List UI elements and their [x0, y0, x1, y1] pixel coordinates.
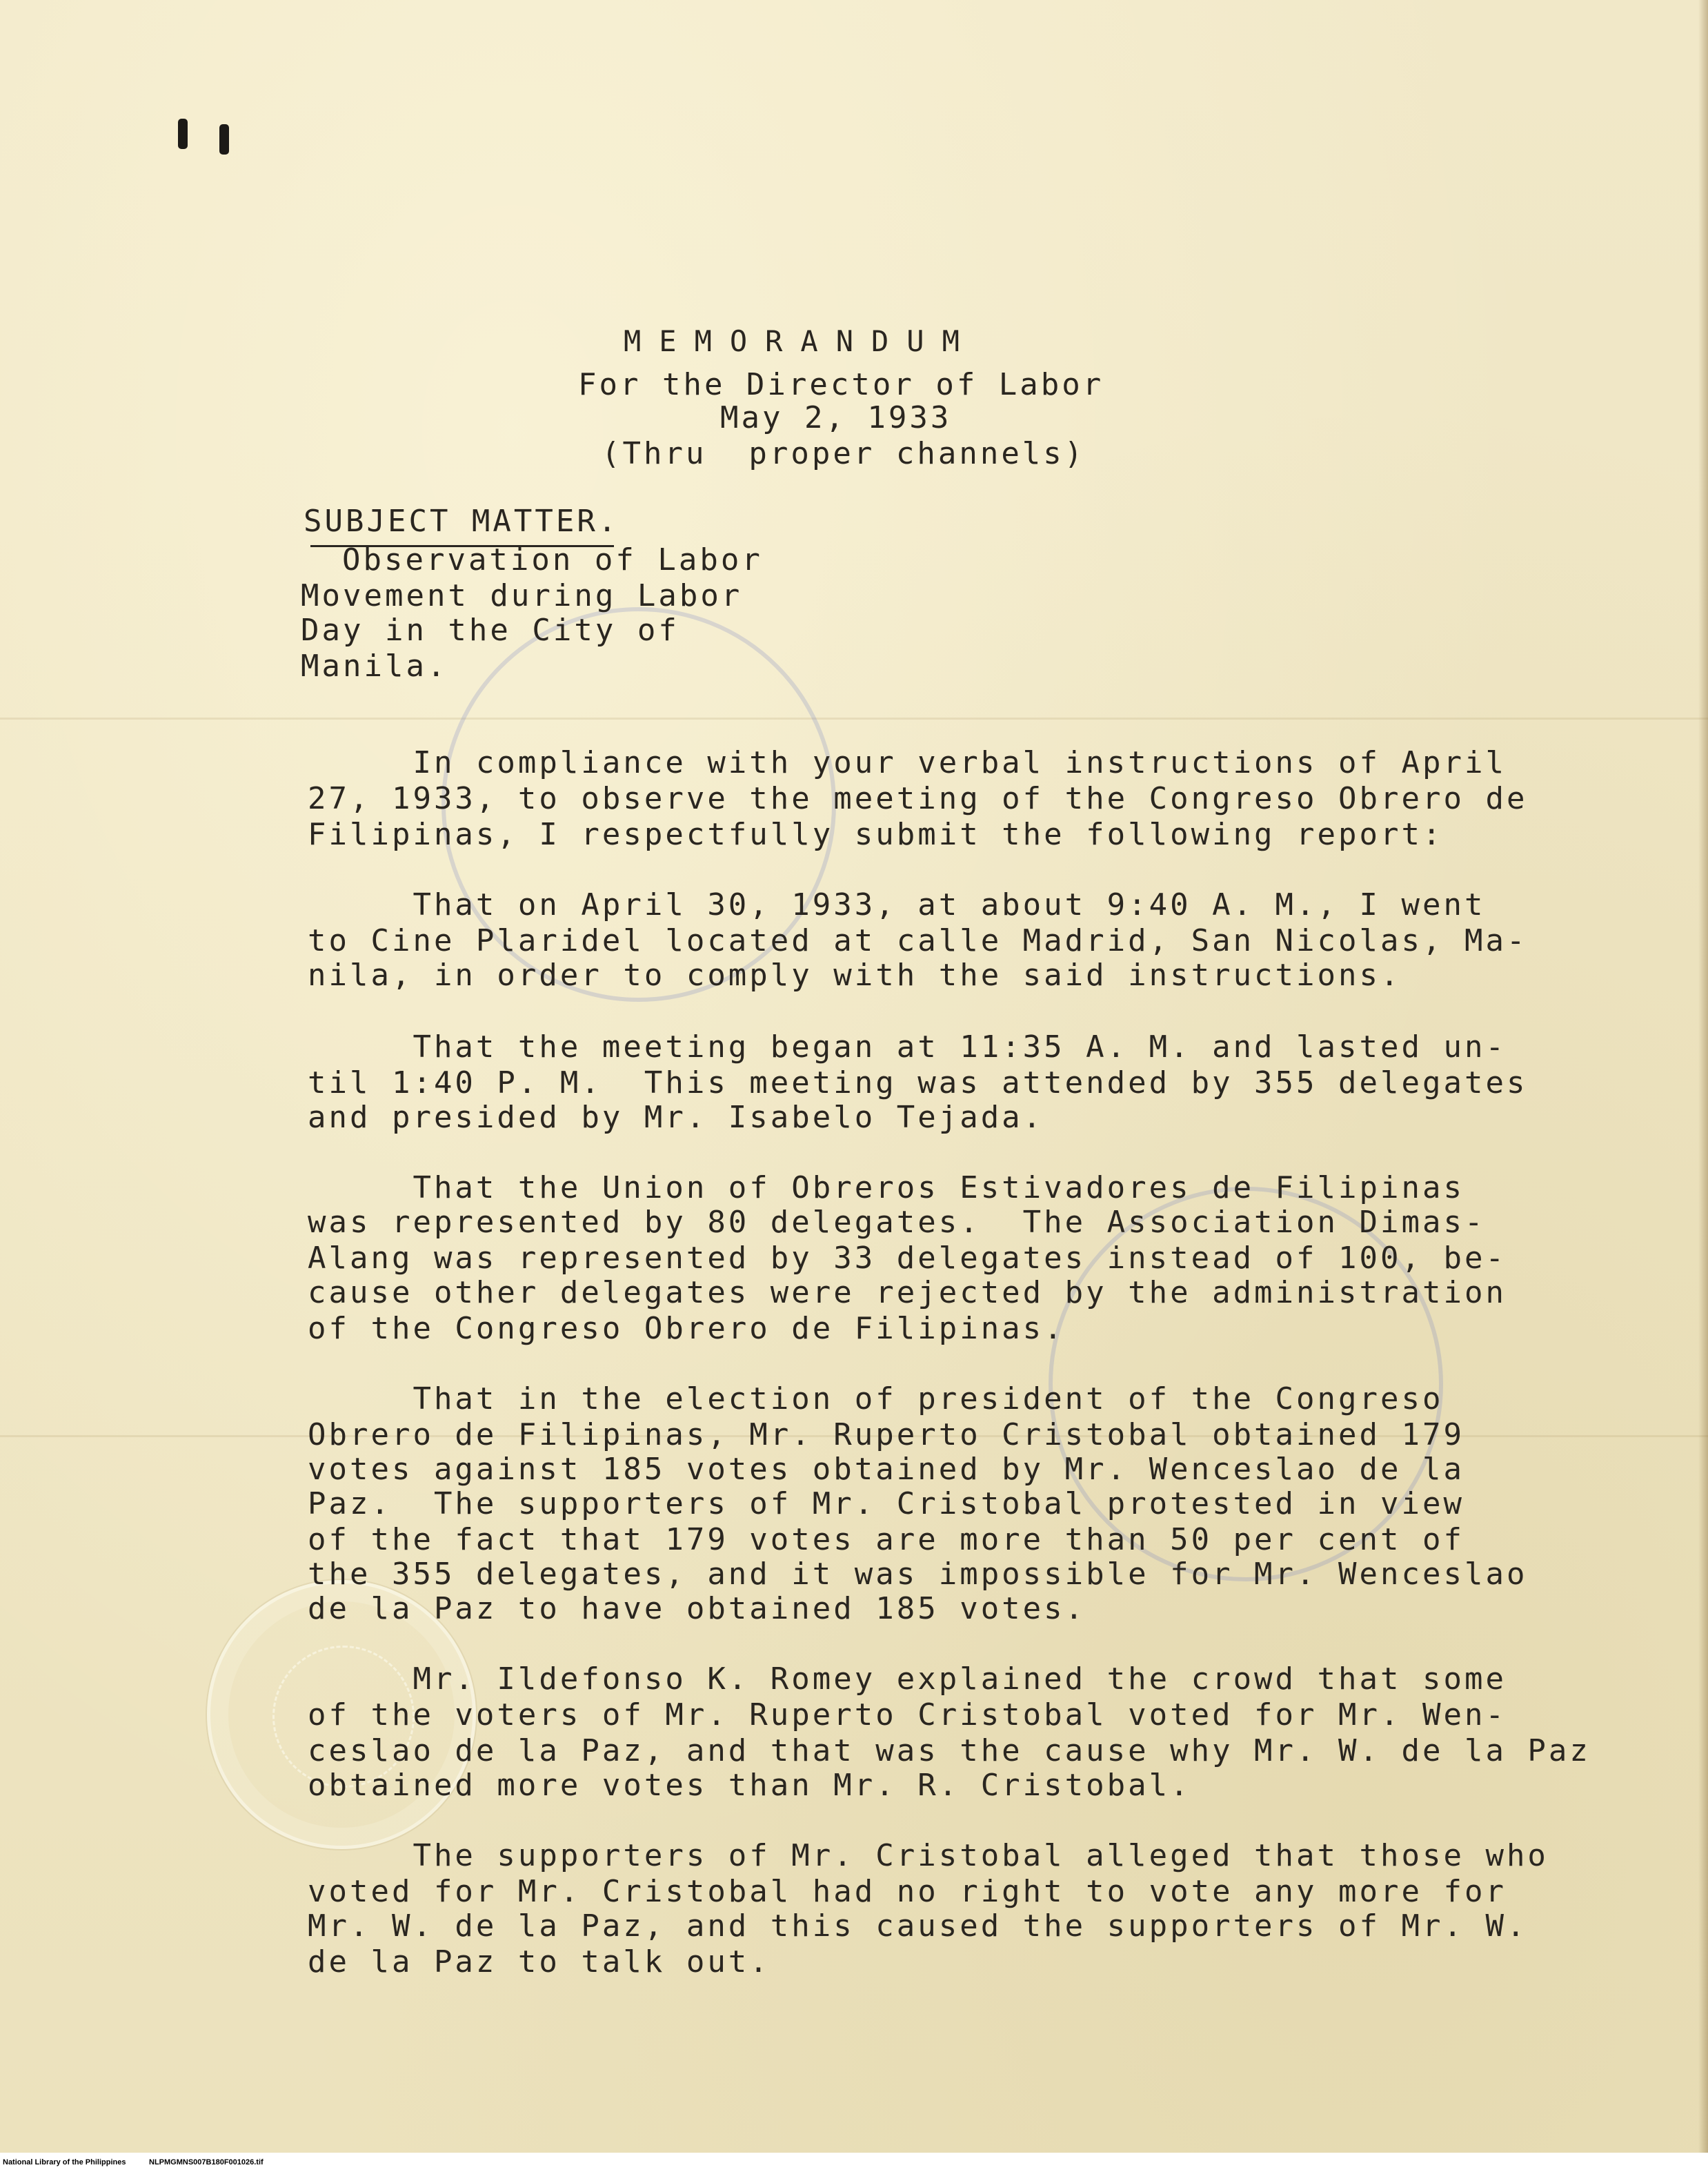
- subject-line: Observation of Labor: [342, 542, 763, 577]
- body-line: That the Union of Obreros Estivadores de Filipinas: [308, 1170, 1464, 1205]
- memo-date: May 2, 1933: [720, 400, 952, 435]
- punch-hole-mark: [178, 119, 188, 149]
- footer-library: National Library of the Philippines: [3, 2158, 126, 2166]
- body-line: The supporters of Mr. Cristobal alleged that those who: [308, 1838, 1549, 1873]
- subject-label: SUBJECT MATTER.: [304, 504, 619, 539]
- archive-footer: [0, 2153, 1708, 2172]
- body-line: obtained more votes than Mr. R. Cristobal.: [308, 1768, 1191, 1803]
- body-line: de la Paz to talk out.: [308, 1944, 771, 1980]
- body-line: That in the election of president of the Congreso: [308, 1381, 1444, 1416]
- body-line: til 1:40 P. M. This meeting was attended by 355 delegates: [308, 1065, 1528, 1100]
- subject-line: Movement during Labor: [301, 578, 743, 613]
- body-line: was represented by 80 delegates. The Association Dimas-: [308, 1205, 1486, 1240]
- body-line: That on April 30, 1933, at about 9:40 A. M., I went: [308, 887, 1486, 922]
- body-line: Alang was represented by 33 delegates instead of 100, be-: [308, 1241, 1507, 1276]
- punch-hole-mark: [219, 124, 229, 155]
- body-line: of the voters of Mr. Ruperto Cristobal voted for Mr. Wen-: [308, 1697, 1507, 1732]
- memo-title: MEMORANDUM: [624, 324, 977, 358]
- subject-line: Manila.: [301, 649, 448, 684]
- body-line: Obrero de Filipinas, Mr. Ruperto Cristobal obtained 179: [308, 1417, 1464, 1452]
- body-line: Mr. W. de la Paz, and this caused the supporters of Mr. W.: [308, 1908, 1528, 1944]
- body-line: voted for Mr. Cristobal had no right to vote any more for: [308, 1874, 1507, 1909]
- body-line: de la Paz to have obtained 185 votes.: [308, 1591, 1086, 1626]
- body-line: nila, in order to comply with the said instructions.: [308, 958, 1402, 993]
- body-line: cause other delegates were rejected by the administration: [308, 1275, 1507, 1310]
- body-line: Paz. The supporters of Mr. Cristobal protested in view: [308, 1486, 1464, 1521]
- memo-routing: (Thru proper channels): [602, 436, 1086, 471]
- body-line: In compliance with your verbal instructions of April: [308, 745, 1507, 780]
- body-line: Mr. Ildefonso K. Romey explained the crowd that some: [308, 1661, 1507, 1697]
- body-line: of the Congreso Obrero de Filipinas.: [308, 1311, 1065, 1346]
- body-line: Filipinas, I respectfully submit the following report:: [308, 817, 1444, 852]
- subject-line: Day in the City of: [301, 613, 679, 648]
- body-line: to Cine Plaridel located at calle Madrid, San Nicolas, Ma-: [308, 923, 1528, 958]
- body-line: of the fact that 179 votes are more than 50 per cent of: [308, 1522, 1464, 1557]
- body-line: the 355 delegates, and it was impossible for Mr. Wenceslao: [308, 1557, 1528, 1592]
- memo-recipient: For the Director of Labor: [578, 367, 1104, 402]
- body-line: ceslao de la Paz, and that was the cause why Mr. W. de la Paz: [308, 1733, 1591, 1768]
- body-line: and presided by Mr. Isabelo Tejada.: [308, 1100, 1044, 1135]
- paper-fold: [0, 718, 1708, 720]
- body-line: That the meeting began at 11:35 A. M. and lasted un-: [308, 1029, 1507, 1065]
- body-line: votes against 185 votes obtained by Mr. Wenceslao de la: [308, 1452, 1464, 1487]
- footer-file-id: NLPMGMNS007B180F001026.tif: [149, 2158, 264, 2166]
- page-edge: [1698, 0, 1708, 2153]
- body-line: 27, 1933, to observe the meeting of the Congreso Obrero de: [308, 781, 1528, 816]
